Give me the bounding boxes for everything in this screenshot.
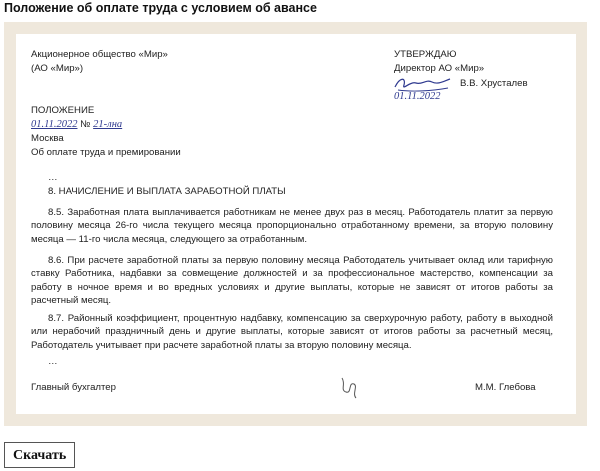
ellipsis-bottom: … [48, 356, 58, 367]
org-name: Акционерное общество «Мир» [31, 49, 168, 60]
approve-name: В.В. Хрусталев [460, 78, 528, 89]
approve-date: 01.11.2022 [394, 91, 441, 102]
org-short-name: (АО «Мир») [31, 63, 84, 74]
accountant-name: М.М. Глебова [475, 382, 536, 393]
doc-type: ПОЛОЖЕНИЕ [31, 105, 95, 116]
download-button[interactable]: Скачать [4, 442, 75, 468]
document-frame [4, 22, 587, 426]
ellipsis-top: … [48, 172, 58, 183]
doc-subject: Об оплате труда и премировании [31, 147, 181, 158]
accountant-position: Главный бухгалтер [31, 382, 116, 393]
paragraph-8-6: 8.6. При расчете заработной платы за первую половину месяца Работодатель учитывает оклад или тарифную ставку Работника, надбавки за совмещение должностей и за профессиональное мастерство, компенсации за работу в ночное время и во вредных условиях и другие выплаты, которые не зависят от итогов работы за расчетный месяц. [31, 255, 553, 307]
document-sheet [16, 34, 576, 414]
approve-label: УТВЕРЖДАЮ [394, 49, 457, 60]
doc-city: Москва [31, 133, 64, 144]
section-title: 8. НАЧИСЛЕНИЕ И ВЫПЛАТА ЗАРАБОТНОЙ ПЛАТЫ [48, 186, 286, 197]
paragraph-8-7: 8.7. Районный коэффициент, процентную надбавку, компенсацию за сверхурочную работу, работу в выходной или нерабочий праздничный день и другие выплаты, которые зависят от итогов работы за расчетный месяц, Работодатель учитывает при расчете заработной платы за вторую половину месяца. [31, 313, 553, 351]
doc-date: 01.11.2022 [31, 119, 78, 130]
page-title: Положение об оплате труда с условием об авансе [4, 1, 317, 15]
accountant-signature [336, 374, 362, 400]
paragraph-8-5: 8.5. Заработная плата выплачивается работникам не менее двух раз в месяц. Работодатель платит за первую половину месяца 26-го числа текущего месяца пропорционально отработанному времени, за вторую половину месяца — 11-го числа месяца, следующего за отработанным. [31, 207, 553, 245]
doc-date-number [31, 119, 122, 131]
doc-number-label: № [80, 119, 91, 130]
doc-number: 21-лна [93, 119, 123, 130]
approve-position: Директор АО «Мир» [394, 63, 485, 74]
